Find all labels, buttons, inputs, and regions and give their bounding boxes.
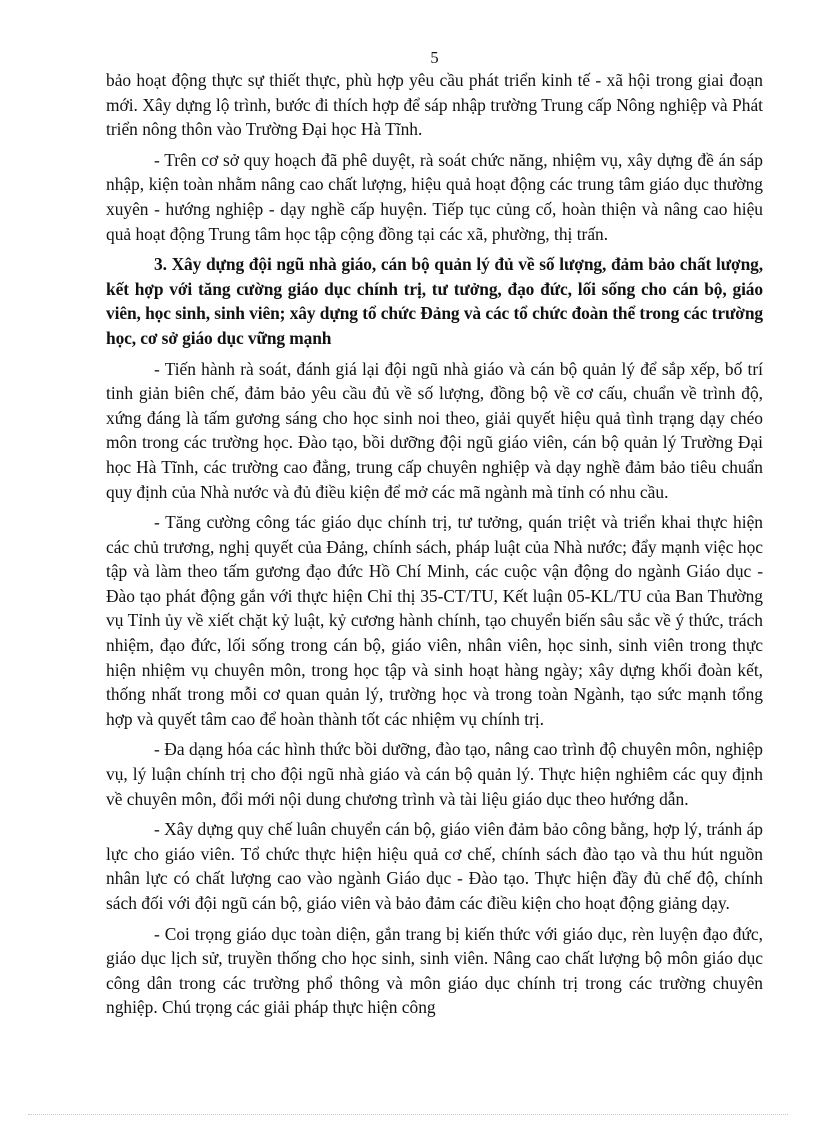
paragraph-continuing-education-centers: - Trên cơ sở quy hoạch đã phê duyệt, rà soát chức năng, nhiệm vụ, xây dựng đề án sáp nhập, kiện toàn nhằm nâng cao chất lượng, hiệu quả hoạt động các trung tâm giáo dục thường xuyên - hướng nghiệp - dạy nghề cấp huyện. Tiếp tục củng cố, hoàn thiện và nâng cao hiệu quả hoạt động Trung tâm học tập cộng đồng tại các xã, phường, thị trấn. — [106, 149, 763, 244]
paragraph-political-education: - Tăng cường công tác giáo dục chính trị, tư tưởng, quán triệt và triển khai thực hiện các chủ trương, nghị quyết của Đảng, chính sách, pháp luật của Nhà nước; đẩy mạnh việc học tập và làm theo tấm gương đạo đức Hồ Chí Minh, các cuộc vận động do ngành Giáo dục - Đào tạo phát động gắn với thực hiện Chỉ thị 35-CT/TU, Kết luận 05-KL/TU của Ban Thường vụ Tỉnh ủy về xiết chặt kỷ luật, kỷ cương hành chính, tạo chuyển biến sâu sắc về ý thức, trách nhiệm, đạo đức, lối sống trong cán bộ, giáo viên, nhân viên, học sinh, sinh viên trong thực hiện nhiệm vụ chuyên môn, trong học tập và sinh hoạt hàng ngày; xây dựng khối đoàn kết, thống nhất trong mỗi cơ quan quản lý, trường học và trong toàn Ngành, tạo sức mạnh tổng hợp và quyết tâm cao để hoàn thành tốt các nhiệm vụ chính trị. — [106, 512, 763, 729]
section-heading-3: 3. Xây dựng đội ngũ nhà giáo, cán bộ quản lý đủ về số lượng, đảm bảo chất lượng, kết hợp với tăng cường giáo dục chính trị, tư tưởng, đạo đức, lối sống cho cán bộ, giáo viên, học sinh, sinh viên; xây dựng tổ chức Đảng và các tổ chức đoàn thể trong các trường học, cơ sở giáo dục vững mạnh — [106, 254, 763, 348]
paragraph-staff-rotation: - Xây dựng quy chế luân chuyển cán bộ, giáo viên đảm bảo công bằng, hợp lý, tránh áp lực cho giáo viên. Tổ chức thực hiện hiệu quả cơ chế, chính sách đào tạo và thu hút nguồn nhân lực có chất lượng cao vào ngành Giáo dục - Đào tạo. Thực hiện đầy đủ chế độ, chính sách đối với đội ngũ cán bộ, giáo viên và bảo đảm các điều kiện cho hoạt động giảng dạy. — [106, 819, 763, 913]
page-number: 5 — [430, 48, 439, 67]
document-page — [106, 48, 763, 1026]
paragraph-continuation: bảo hoạt động thực sự thiết thực, phù hợp yêu cầu phát triển kinh tế - xã hội trong giai đoạn mới. Xây dựng lộ trình, bước đi thích hợp để sáp nhập trường Trung cấp Nông nghiệp và Phát triển nông thôn vào Trường Đại học Hà Tĩnh. — [106, 70, 763, 140]
paragraph-training-diversification: - Đa dạng hóa các hình thức bồi dưỡng, đào tạo, nâng cao trình độ chuyên môn, nghiệp vụ, lý luận chính trị cho đội ngũ nhà giáo và cán bộ quản lý. Thực hiện nghiêm các quy định về chuyên môn, đổi mới nội dung chương trình và tài liệu giáo dục theo hướng dẫn. — [106, 739, 763, 809]
page-bottom-divider — [28, 1114, 788, 1115]
paragraph-staff-review: - Tiến hành rà soát, đánh giá lại đội ngũ nhà giáo và cán bộ quản lý để sắp xếp, bố trí tinh giản biên chế, đảm bảo yêu cầu đủ về số lượng, đồng bộ về cơ cấu, chuẩn về trình độ, xứng đáng là tấm gương sáng cho học sinh noi theo, giải quyết hiệu quả tình trạng dạy chéo môn trong các trường học. Đào tạo, bồi dưỡng đội ngũ giáo viên, cán bộ quản lý Trường Đại học Hà Tĩnh, các trường cao đẳng, trung cấp chuyên nghiệp và dạy nghề đảm bảo tiêu chuẩn quy định của Nhà nước và đủ điều kiện để mở các mã ngành mà tỉnh có nhu cầu. — [106, 358, 763, 502]
paragraph-comprehensive-education: - Coi trọng giáo dục toàn diện, gắn trang bị kiến thức với giáo dục, rèn luyện đạo đức, giáo dục lịch sử, truyền thống cho học sinh, sinh viên. Nâng cao chất lượng bộ môn giáo dục công dân trong các trường phổ thông và môn giáo dục chính trị trong các trường chuyên nghiệp. Chú trọng các giải pháp thực hiện công — [106, 923, 763, 1018]
